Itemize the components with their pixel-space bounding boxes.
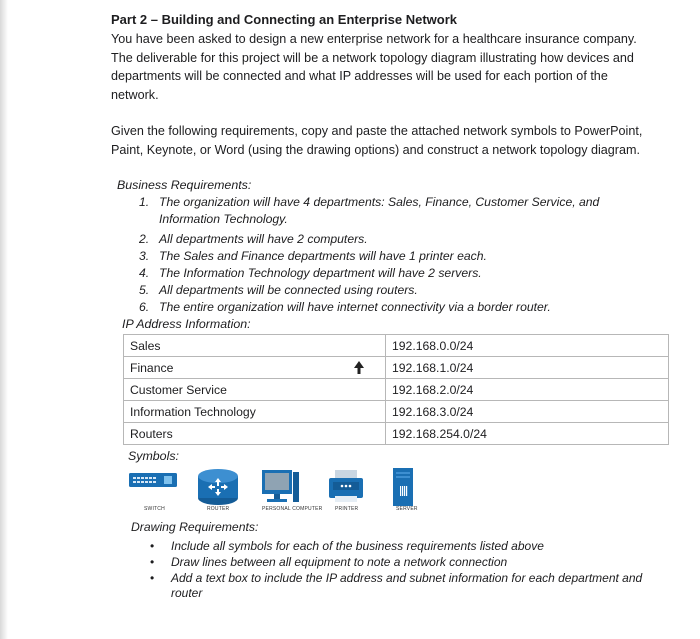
intro-line: departments will be connected and what IP addresses will be used for each portion of the bbox=[111, 69, 608, 83]
ip-address-table bbox=[123, 334, 669, 445]
symbol-label: PRINTER bbox=[335, 506, 359, 512]
given-line: Given the following requirements, copy and paste the attached network symbols to PowerPoint, bbox=[111, 124, 643, 138]
department-cell: Sales bbox=[124, 335, 386, 357]
computer-icon bbox=[262, 470, 300, 506]
subnet-cell: 192.168.0.0/24 bbox=[386, 335, 669, 357]
symbol-label: PERSONAL COMPUTER bbox=[262, 506, 323, 512]
intro-line: network. bbox=[111, 87, 159, 102]
drawing-requirement-bullet: • Add a text box to include the IP address and subnet information for each department and bbox=[150, 571, 643, 585]
mouse-cursor-icon bbox=[352, 360, 366, 376]
subnet-cell: 192.168.3.0/24 bbox=[386, 401, 669, 423]
intro-line: The deliverable for this project will be a network topology diagram illustrating how devices and bbox=[111, 50, 634, 65]
requirement-item: 4. The Information Technology department will have 2 servers. bbox=[139, 266, 482, 280]
intro-paragraph bbox=[111, 30, 637, 104]
router-icon bbox=[197, 468, 239, 506]
table-row bbox=[124, 357, 669, 379]
symbol-label: SERVER bbox=[396, 506, 418, 512]
symbol-label: SWITCH bbox=[144, 506, 165, 512]
requirement-item: 1. The organization will have 4 departments: Sales, Finance, Customer Service, and bbox=[139, 195, 600, 209]
drawing-requirements-heading: Drawing Requirements: bbox=[131, 520, 259, 534]
requirement-item: 5. All departments will be connected using routers. bbox=[139, 283, 418, 297]
drawing-requirement-bullet: • Include all symbols for each of the business requirements listed above bbox=[150, 539, 544, 553]
department-cell: Information Technology bbox=[124, 401, 386, 423]
table-row bbox=[124, 379, 669, 401]
requirement-item-continued: Information Technology. bbox=[159, 212, 288, 226]
subnet-cell: 192.168.1.0/24 bbox=[386, 357, 669, 379]
requirement-item: 6. The entire organization will have internet connectivity via a border router. bbox=[139, 300, 551, 314]
drawing-requirement-bullet-continued: router bbox=[171, 586, 203, 600]
department-cell: Customer Service bbox=[124, 379, 386, 401]
section-title: Part 2 – Building and Connecting an Enterprise Network bbox=[111, 12, 457, 27]
intro-line: You have been asked to design a new enterprise network for a healthcare insurance company. bbox=[111, 32, 637, 46]
page-edge-shadow bbox=[0, 0, 8, 639]
department-cell: Routers bbox=[124, 423, 386, 445]
subnet-cell: 192.168.254.0/24 bbox=[386, 423, 669, 445]
department-cell: Finance bbox=[124, 357, 386, 379]
given-paragraph bbox=[111, 122, 642, 159]
drawing-requirement-bullet: • Draw lines between all equipment to note a network connection bbox=[150, 555, 508, 569]
ip-address-heading: IP Address Information: bbox=[122, 317, 251, 331]
printer-icon bbox=[329, 470, 363, 504]
given-line: Paint, Keynote, or Word (using the drawing options) and construct a network topology diagram. bbox=[111, 142, 640, 157]
table-row bbox=[124, 401, 669, 423]
business-requirements-heading: Business Requirements: bbox=[117, 178, 252, 192]
requirement-item: 3. The Sales and Finance departments will have 1 printer each. bbox=[139, 249, 487, 263]
symbols-heading: Symbols: bbox=[128, 449, 179, 463]
table-row bbox=[124, 335, 669, 357]
server-icon bbox=[393, 468, 413, 506]
table-row bbox=[124, 423, 669, 445]
switch-icon bbox=[129, 473, 177, 487]
subnet-cell: 192.168.2.0/24 bbox=[386, 379, 669, 401]
symbol-label: ROUTER bbox=[207, 506, 230, 512]
requirement-item: 2. All departments will have 2 computers. bbox=[139, 232, 368, 246]
